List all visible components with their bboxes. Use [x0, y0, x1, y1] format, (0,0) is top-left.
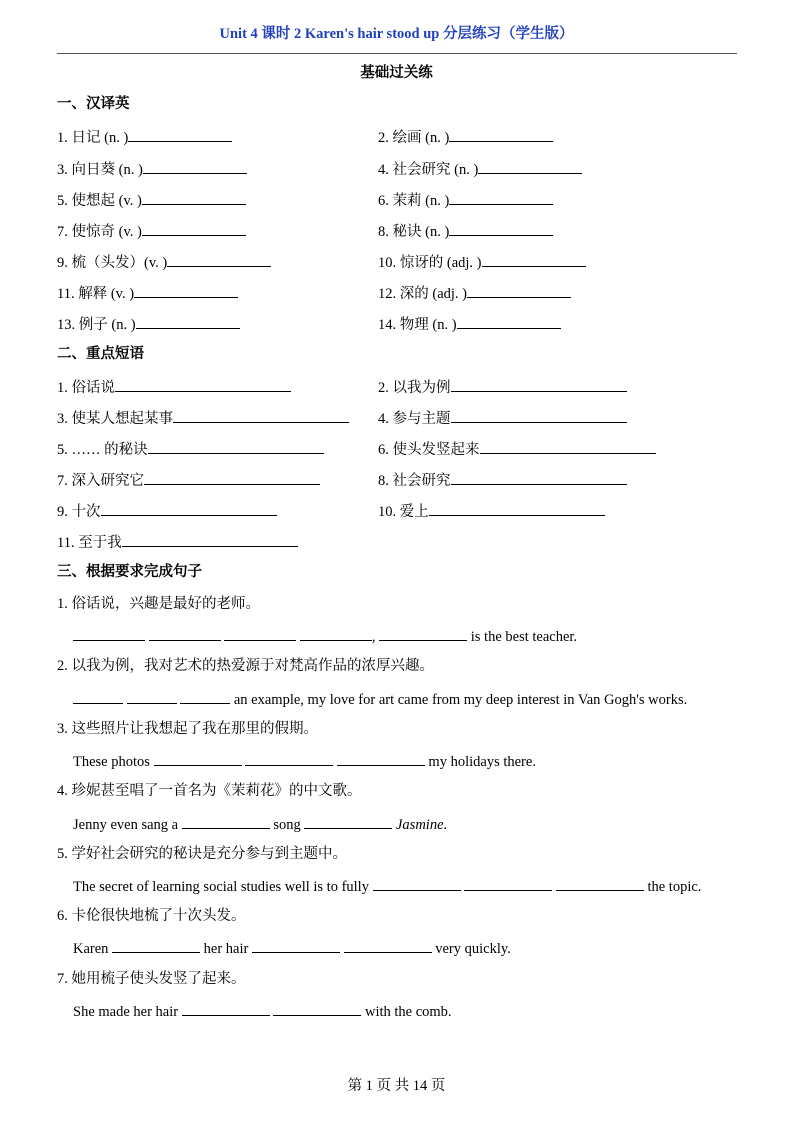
answer-blank[interactable]	[449, 221, 553, 236]
answer-blank[interactable]	[182, 1001, 270, 1016]
sentence-4-answer: Jenny even sang a song Jasmine.	[73, 814, 447, 834]
sentence-5-answer: The secret of learning social studies well is to fully the topic.	[73, 876, 701, 896]
page-footer: 第 1 页 共 14 页	[347, 1078, 446, 1094]
subtitle: 基础过关练	[360, 65, 433, 81]
answer-blank[interactable]	[143, 159, 247, 174]
phrase-item-10: 10. 爱上	[378, 501, 605, 521]
phrase-item-1: 1. 俗话说	[57, 377, 291, 397]
answer-blank[interactable]	[224, 626, 296, 641]
vocab-item-3: 3. 向日葵 (n. )	[57, 159, 247, 179]
answer-blank[interactable]	[451, 470, 627, 485]
vocab-item-4: 4. 社会研究 (n. )	[378, 159, 582, 179]
vocab-item-12: 12. 深的 (adj. )	[378, 283, 571, 303]
sentence-5-prompt: 5. 学好社会研究的秘诀是充分参与到主题中。	[57, 846, 347, 862]
answer-blank[interactable]	[173, 408, 349, 423]
phrase-item-11: 11. 至于我	[57, 532, 298, 552]
answer-blank[interactable]	[73, 689, 123, 704]
sentence-1-prompt: 1. 俗话说，兴趣是最好的老师。	[57, 596, 260, 612]
phrase-item-8: 8. 社会研究	[378, 470, 627, 490]
section-1-heading: 一、汉译英	[57, 96, 130, 112]
answer-blank[interactable]	[379, 626, 467, 641]
section-2-heading: 二、重点短语	[57, 346, 144, 362]
phrase-item-3: 3. 使某人想起某事	[57, 408, 349, 428]
answer-blank[interactable]	[73, 626, 145, 641]
phrase-item-6: 6. 使头发竖起来	[378, 439, 656, 459]
sentence-3-prompt: 3. 这些照片让我想起了我在那里的假期。	[57, 721, 318, 737]
answer-blank[interactable]	[451, 408, 627, 423]
vocab-item-2: 2. 绘画 (n. )	[378, 127, 553, 147]
sentence-2-answer: an example, my love for art came from my deep interest in Van Gogh's works.	[73, 689, 687, 709]
vocab-item-7: 7. 使惊奇 (v. )	[57, 221, 246, 241]
document-header: Unit 4 课时 2 Karen's hair stood up 分层练习（学生版）	[219, 26, 574, 42]
answer-blank[interactable]	[142, 190, 246, 205]
answer-blank[interactable]	[112, 938, 200, 953]
answer-blank[interactable]	[344, 938, 432, 953]
vocab-item-5: 5. 使想起 (v. )	[57, 190, 246, 210]
answer-blank[interactable]	[136, 314, 240, 329]
answer-blank[interactable]	[128, 127, 232, 142]
answer-blank[interactable]	[451, 377, 627, 392]
header-rule	[57, 53, 737, 54]
answer-blank[interactable]	[127, 689, 177, 704]
answer-blank[interactable]	[556, 876, 644, 891]
answer-blank[interactable]	[373, 876, 461, 891]
answer-blank[interactable]	[457, 314, 561, 329]
sentence-7-prompt: 7. 她用梳子使头发竖了起来。	[57, 971, 246, 987]
answer-blank[interactable]	[467, 283, 571, 298]
sentence-6-prompt: 6. 卡伦很快地梳了十次头发。	[57, 908, 246, 924]
answer-blank[interactable]	[304, 814, 392, 829]
answer-blank[interactable]	[144, 470, 320, 485]
answer-blank[interactable]	[122, 532, 298, 547]
phrase-item-5: 5. …… 的秘诀	[57, 439, 324, 459]
sentence-7-answer: She made her hair with the comb.	[73, 1001, 452, 1021]
answer-blank[interactable]	[429, 501, 605, 516]
answer-blank[interactable]	[134, 283, 238, 298]
phrase-item-2: 2. 以我为例	[378, 377, 627, 397]
answer-blank[interactable]	[482, 252, 586, 267]
answer-blank[interactable]	[167, 252, 271, 267]
answer-blank[interactable]	[148, 439, 324, 454]
vocab-item-11: 11. 解释 (v. )	[57, 283, 238, 303]
sentence-3-answer: These photos my holidays there.	[73, 751, 536, 771]
answer-blank[interactable]	[478, 159, 582, 174]
answer-blank[interactable]	[101, 501, 277, 516]
answer-blank[interactable]	[449, 127, 553, 142]
vocab-item-9: 9. 梳（头发）(v. )	[57, 252, 271, 272]
vocab-item-1: 1. 日记 (n. )	[57, 127, 232, 147]
sentence-2-prompt: 2. 以我为例，我对艺术的热爱源于对梵高作品的浓厚兴趣。	[57, 658, 434, 674]
answer-blank[interactable]	[480, 439, 656, 454]
phrase-item-4: 4. 参与主题	[378, 408, 627, 428]
vocab-item-14: 14. 物理 (n. )	[378, 314, 561, 334]
answer-blank[interactable]	[464, 876, 552, 891]
answer-blank[interactable]	[252, 938, 340, 953]
answer-blank[interactable]	[273, 1001, 361, 1016]
section-3-heading: 三、根据要求完成句子	[57, 564, 202, 580]
answer-blank[interactable]	[337, 751, 425, 766]
answer-blank[interactable]	[180, 689, 230, 704]
vocab-item-10: 10. 惊讶的 (adj. )	[378, 252, 586, 272]
phrase-item-9: 9. 十次	[57, 501, 277, 521]
answer-blank[interactable]	[115, 377, 291, 392]
sentence-6-answer: Karen her hair very quickly.	[73, 938, 511, 958]
vocab-item-6: 6. 茉莉 (n. )	[378, 190, 553, 210]
answer-blank[interactable]	[300, 626, 372, 641]
answer-blank[interactable]	[449, 190, 553, 205]
answer-blank[interactable]	[182, 814, 270, 829]
answer-blank[interactable]	[142, 221, 246, 236]
sentence-1-answer: , is the best teacher.	[73, 626, 577, 646]
vocab-item-8: 8. 秘诀 (n. )	[378, 221, 553, 241]
answer-blank[interactable]	[245, 751, 333, 766]
vocab-item-13: 13. 例子 (n. )	[57, 314, 240, 334]
answer-blank[interactable]	[154, 751, 242, 766]
phrase-item-7: 7. 深入研究它	[57, 470, 320, 490]
answer-blank[interactable]	[149, 626, 221, 641]
sentence-4-prompt: 4. 珍妮甚至唱了一首名为《茉莉花》的中文歌。	[57, 783, 362, 799]
